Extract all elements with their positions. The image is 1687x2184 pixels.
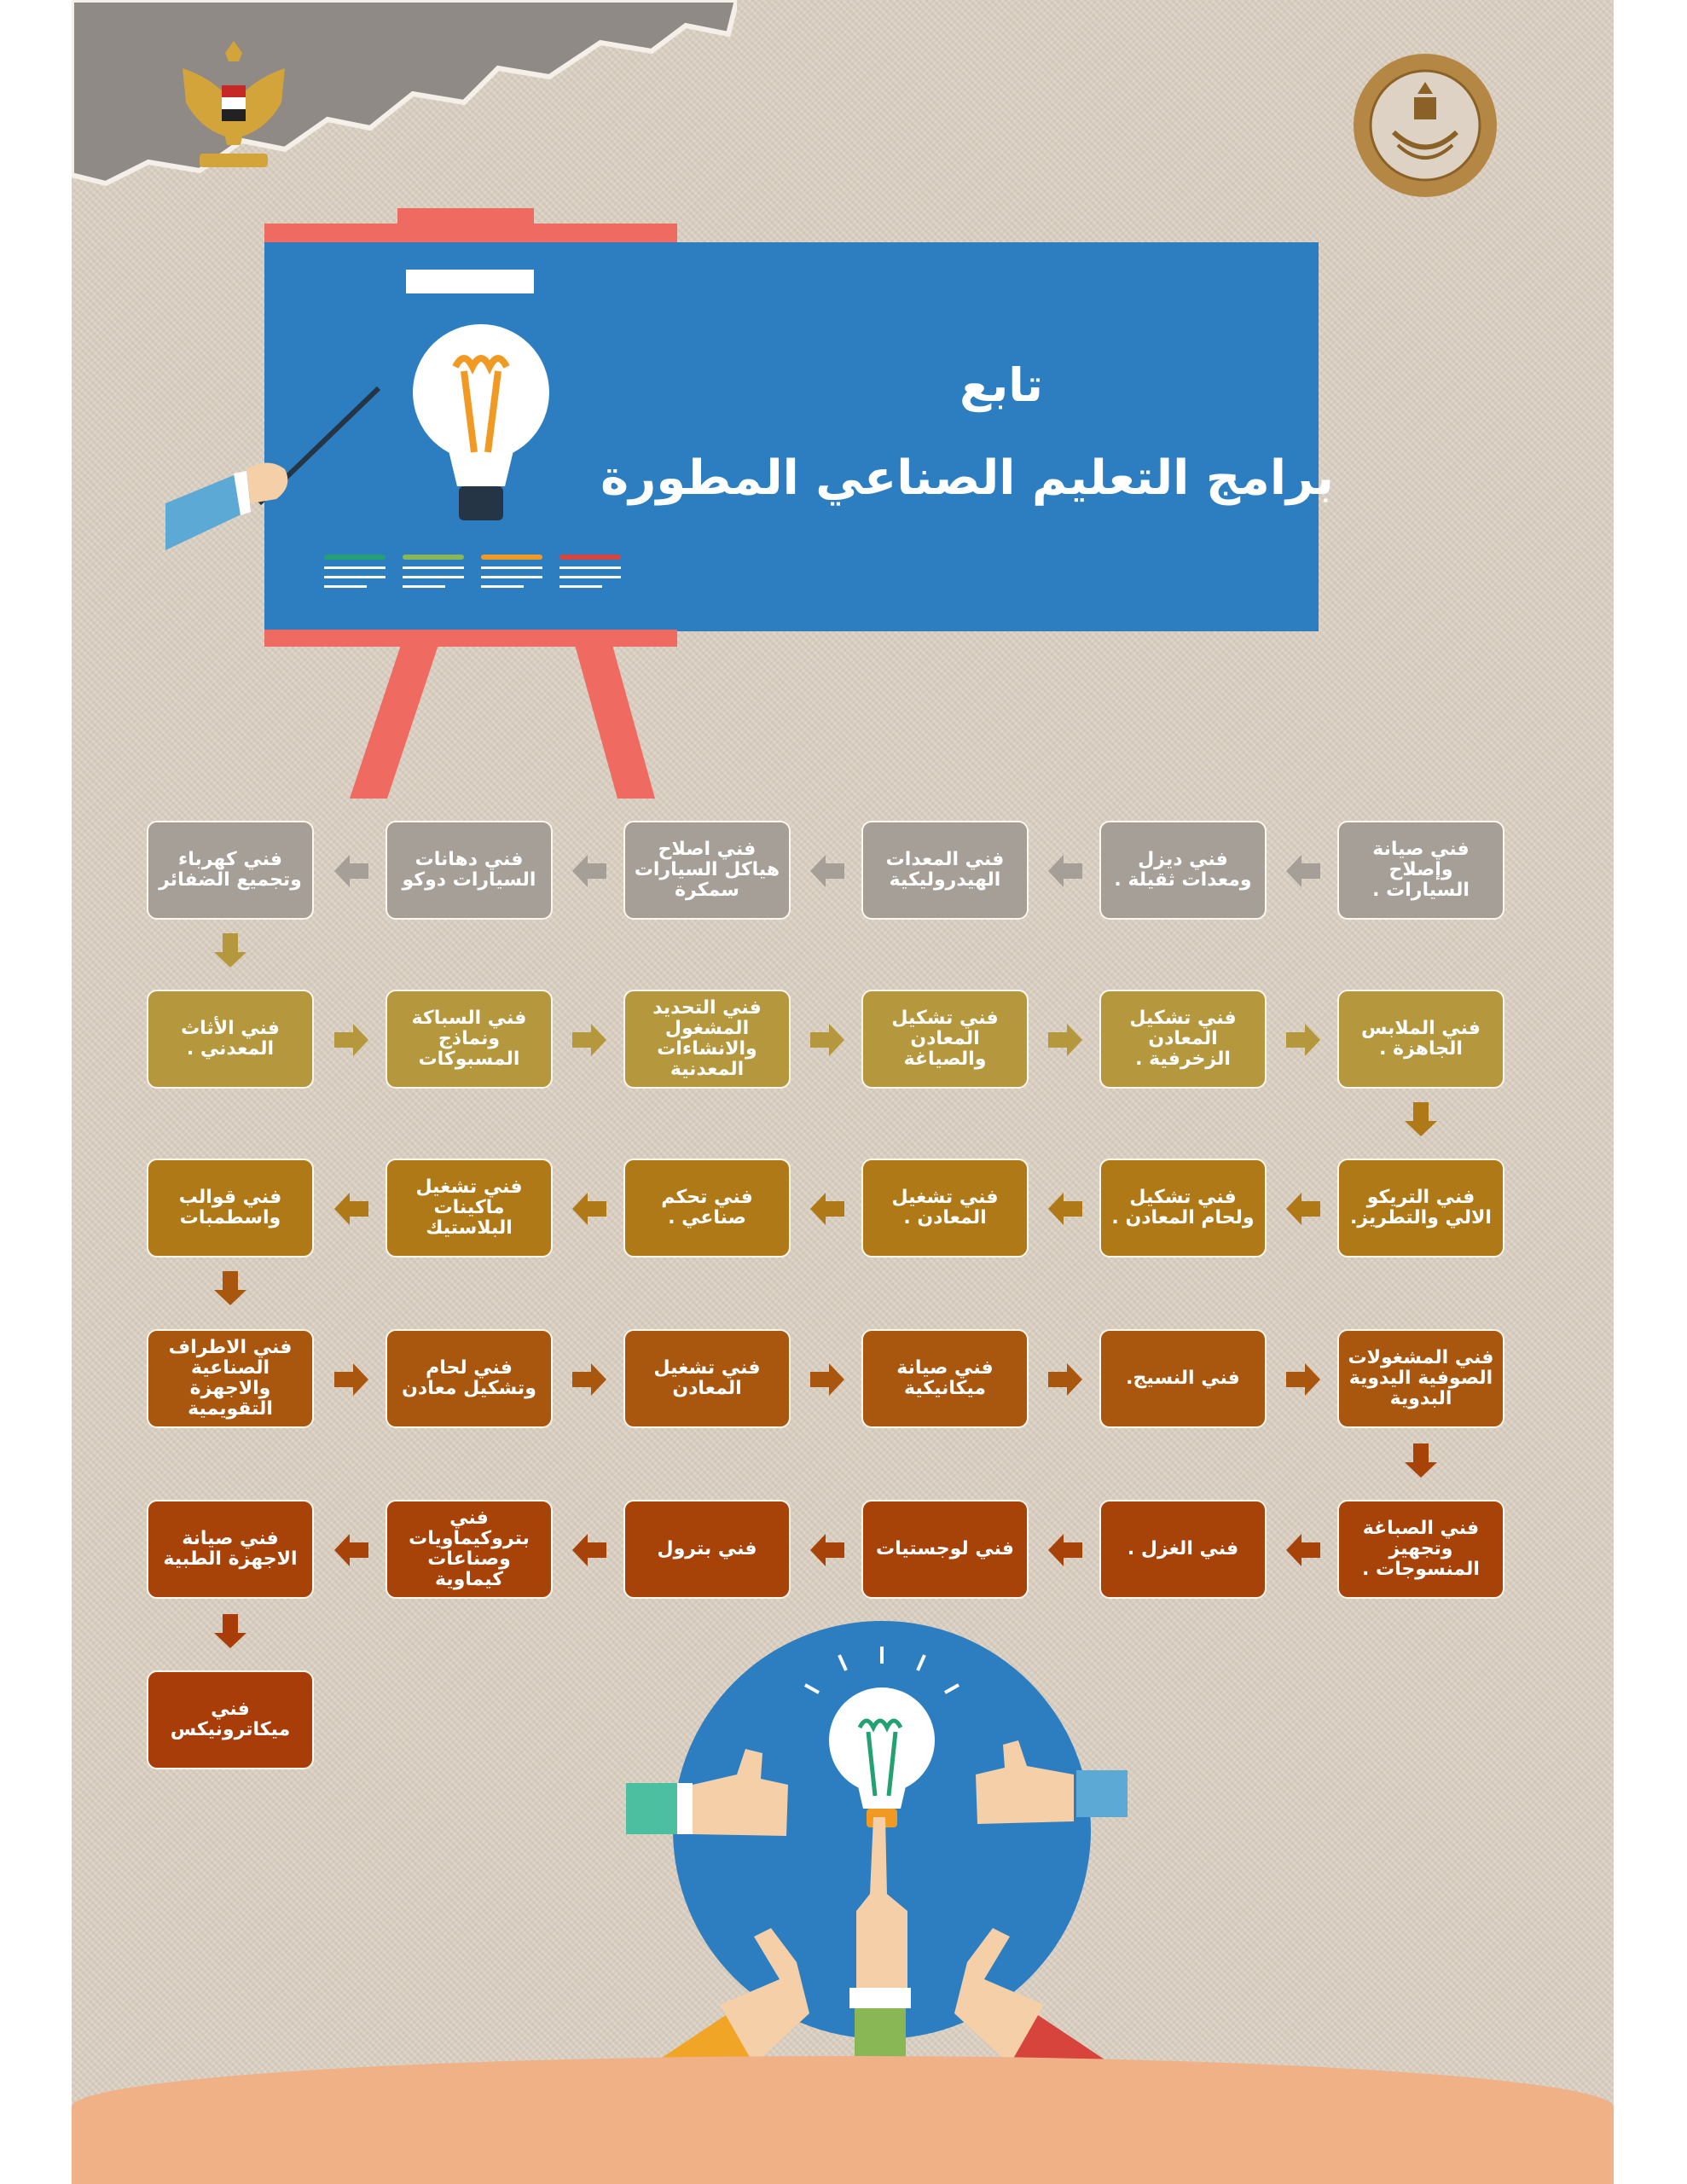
program-box: فني المعدات الهيدروليكية <box>861 821 1029 920</box>
program-box: فني النسيج. <box>1099 1329 1267 1428</box>
arrow-left-icon <box>572 855 606 887</box>
program-box: فني لحام وتشكيل معادن <box>386 1329 553 1428</box>
board-white-bar <box>406 270 534 293</box>
arrow-right-icon <box>1286 1363 1320 1396</box>
arrow-left-icon <box>1286 1193 1320 1225</box>
program-box: فني الملابس الجاهزة . <box>1337 990 1504 1089</box>
arrow-left-icon <box>810 1534 844 1566</box>
arrow-left-icon <box>1286 855 1320 887</box>
footer-band <box>72 2056 1614 2184</box>
arrow-right-icon <box>810 1024 844 1056</box>
arrow-left-icon <box>334 1534 368 1566</box>
arrow-left-icon <box>334 855 368 887</box>
program-box: فني الصباغة وتجهيز المنسوجات . <box>1337 1500 1504 1599</box>
program-box: فني دهانات السيارات دوكو <box>386 821 553 920</box>
program-box: فني تشكيل المعادن والصياغة <box>861 990 1029 1089</box>
torn-paper-header <box>72 0 737 196</box>
arrow-right-icon <box>1048 1024 1082 1056</box>
program-box: فني التريكو الالي والتطريز. <box>1337 1159 1504 1258</box>
arrow-right-icon <box>334 1024 368 1056</box>
arrow-left-icon <box>572 1534 606 1566</box>
program-box: فني الغزل . <box>1099 1500 1267 1599</box>
board-legs <box>328 645 669 799</box>
arrow-right-icon <box>810 1363 844 1396</box>
arrow-down-icon <box>214 933 246 967</box>
arrow-down-icon <box>1405 1102 1437 1136</box>
arrow-left-icon <box>1048 855 1082 887</box>
arrow-right-icon <box>572 1024 606 1056</box>
legend-group-red <box>559 555 621 595</box>
arrow-left-icon <box>572 1193 606 1225</box>
arrow-right-icon <box>1286 1024 1320 1056</box>
legend-group-green <box>324 555 386 595</box>
program-box: فني بترول <box>623 1500 791 1599</box>
program-box: فني اصلاح هياكل السيارات سمكرة <box>623 821 791 920</box>
arrow-left-icon <box>810 1193 844 1225</box>
arrow-right-icon <box>334 1363 368 1396</box>
program-box: فني التحديد المشغول والانشاءات المعدنية <box>623 990 791 1089</box>
infographic-page <box>72 0 1614 2184</box>
program-box: فني تشكيل المعادن الزخرفية . <box>1099 990 1267 1089</box>
arrow-right-icon <box>1048 1363 1082 1396</box>
program-box: فني تشغيل المعادن . <box>861 1159 1029 1258</box>
program-box: فني ميكاترونيكس <box>147 1670 314 1769</box>
arrow-left-icon <box>1048 1193 1082 1225</box>
program-box: فني صيانة وإصلاح السيارات . <box>1337 821 1504 920</box>
program-box: فني تشكيل ولحام المعادن . <box>1099 1159 1267 1258</box>
program-box: فني ديزل ومعدات ثقيلة . <box>1099 821 1267 920</box>
arrow-left-icon <box>810 855 844 887</box>
board-overline: تابع <box>959 358 1043 412</box>
arrow-down-icon <box>1405 1443 1437 1478</box>
ministry-of-education-logo-icon <box>1351 51 1500 200</box>
program-box: فني الاطراف الصناعية والاجهزة التقويمية <box>147 1329 314 1428</box>
program-box: فني تشغيل المعادن <box>623 1329 791 1428</box>
arrow-right-icon <box>572 1363 606 1396</box>
board-title: برامج التعليم الصناعي المطورة <box>600 450 1334 506</box>
program-box: فني قوالب واسطمبات <box>147 1159 314 1258</box>
program-box: فني تشغيل ماكينات البلاستيك <box>386 1159 553 1258</box>
legend-group-lime <box>403 555 464 595</box>
egypt-eagle-emblem-icon <box>174 34 293 179</box>
program-box: فني صيانة الاجهزة الطبية <box>147 1500 314 1599</box>
arrow-left-icon <box>1286 1534 1320 1566</box>
program-box: فني تحكم صناعي . <box>623 1159 791 1258</box>
arrow-left-icon <box>334 1193 368 1225</box>
program-box: فني بتروكيماويات وصناعات كيماوية <box>386 1500 553 1599</box>
program-box: فني الأثاث المعدني . <box>147 990 314 1089</box>
board-bottom-bar <box>264 630 677 647</box>
arrow-left-icon <box>1048 1534 1082 1566</box>
hand-pointer-icon <box>165 375 438 597</box>
program-box: فني المشغولات الصوفية اليدوية البدوية <box>1337 1329 1504 1428</box>
arrow-down-icon <box>214 1614 246 1648</box>
legend-group-orange <box>481 555 542 595</box>
program-box: فني كهرباء وتجميع الضفائر <box>147 821 314 920</box>
arrow-down-icon <box>214 1271 246 1305</box>
program-box: فني السباكة ونماذج المسبوكات <box>386 990 553 1089</box>
program-box: فني لوجستيات <box>861 1500 1029 1599</box>
program-box: فني صيانة ميكانيكية <box>861 1329 1029 1428</box>
thumbs-up-circle-illustration <box>626 1604 1138 2133</box>
